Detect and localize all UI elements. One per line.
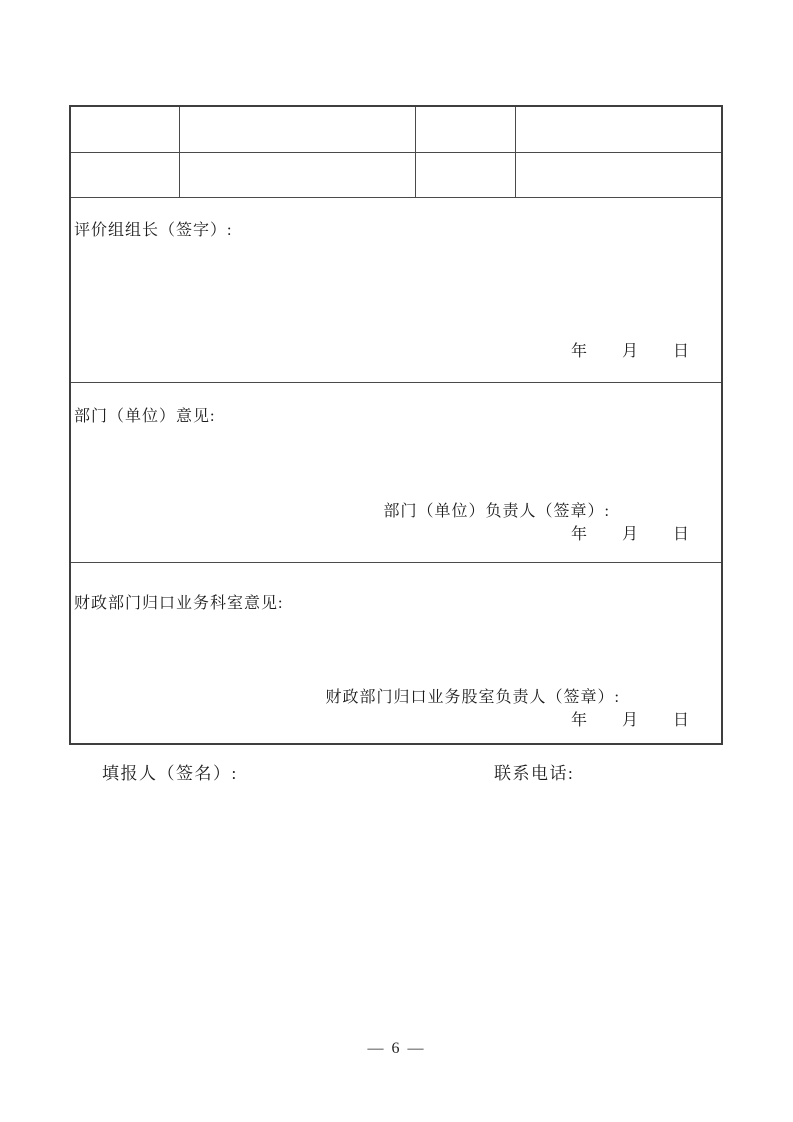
empty-cell (416, 107, 516, 152)
contact-phone-label: 联系电话: (494, 764, 575, 783)
evaluation-team-leader-signature-label: 评价组组长（签字）: (74, 222, 233, 239)
form-footer (0, 759, 793, 783)
form-filler-signature-label: 填报人（签名）: (102, 764, 238, 783)
finance-department-opinion-label: 财政部门归口业务科室意见: (74, 595, 284, 612)
approval-form-table (69, 105, 723, 745)
empty-cell (180, 107, 416, 152)
empty-cell (516, 107, 721, 152)
empty-cell (416, 153, 516, 197)
empty-cell (71, 153, 180, 197)
table-row (71, 153, 721, 198)
date-line-year-month-day: 年 月 日 (570, 343, 690, 360)
date-line-year-month-day: 年 月 日 (570, 526, 690, 543)
department-opinion-label: 部门（单位）意见: (74, 408, 216, 425)
table-row (71, 107, 721, 153)
finance-section-head-signature-label: 财政部门归口业务股室负责人（签章）: (325, 689, 620, 706)
page-number: — 6 — (367, 1040, 426, 1057)
section-evaluation-team-leader (71, 198, 721, 383)
empty-cell (516, 153, 721, 197)
department-head-signature-label: 部门（单位）负责人（签章）: (383, 503, 610, 520)
empty-cell (180, 153, 416, 197)
section-department-opinion (71, 383, 721, 563)
section-finance-department-opinion (71, 563, 721, 743)
date-line-year-month-day: 年 月 日 (570, 712, 690, 729)
empty-cell (71, 107, 180, 152)
